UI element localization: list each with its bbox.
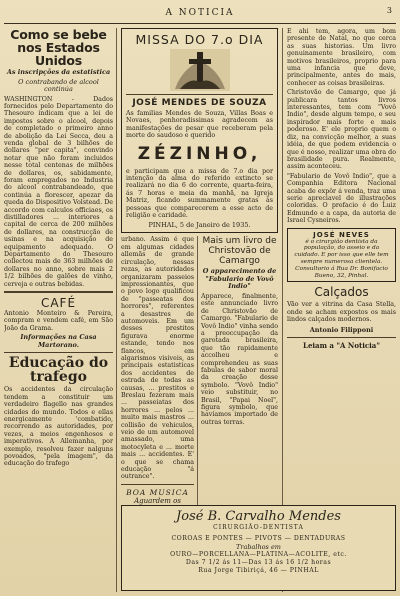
article-bebida-body: WASHINGTON - Dados fornecidos pelo Departamento do Thesouro indicam que a lei de impostos sobre o alcool, depois de completado o primeiro anno de abolição da Lei Secca, deu a venda global de 3 bilhões de dollares "per capita", convindo notar que não foram incluidos nesse total centenas de milhões de dollares, os, sabidamente, foram empregados no Industria do alcool contrabandeado, que continúa a florescer, apezar da queda do Dispositivo Volstead. De accordo com calculos officiaes, os distilladores ... interiores a capital de cerca de 200 milhões de dollares, na construcção de usinas e na acquisição de equipamento adequado. O Departamento do Thesouro collectou mais de 363 milhões de dollares no anno, sobre mais 2 1/2 bilhões de galões de vinho, cerveja e outras bebidas. — [4, 95, 113, 288]
calcados-title: Calçados — [314, 285, 369, 300]
boa-musica-body: Aguardem os — [134, 496, 181, 505]
subcolumn-livro — [201, 236, 278, 544]
calcados-owner: Antonio Filipponi — [309, 325, 374, 334]
divider — [121, 484, 194, 485]
dentist-name: José B. Carvalho Mendes — [176, 509, 341, 524]
calcados-body: Vão ver a vitrina da Casa Stella, onde se acham expostos os mais lindos calçados modernos. — [287, 301, 396, 324]
dentist-title: CIRURGIÃO-DENTISTA — [213, 524, 304, 531]
divider — [287, 337, 396, 338]
trafego-continued: urbano. Assim é que em algumas cidades allemãs de grande circulação, nessas rezas, as autoridades organizaram passeios impressionantes, que o povo logo qualificou de "passeatas dos horrores", referentes a desastres de automoveis. Em um desses prestitos figurava enorme estande, tendo nos flancos, em algarismos visiveis, as principais estatisticas dos accidentes de estrada de todas as causas, ... prestitos e Breslau fezeram mais ... passeiatas dos horrores ... pelos ... muito mais mastros ... collisão de vehiculos, veio de um automovel amassado, uma motocyleta e ... morte mais ... accidentes. E' o que se chama educação "á outrance". — [121, 236, 194, 481]
newspaper-title: A NOTICIA — [165, 7, 235, 18]
educacao-body: Os accidentes da circulação tendem a constituir um verdadeiro flagello nas grandes cidades do mundo. Todos e ellas energicamente 'combatido, recorrendo as autoridades, por vezes, a meios engenhosos e imperativos. A Allemanha, por exemplo, resolveu fazer nalguns povoados, "pela imagem", da educação do trafego — [4, 386, 113, 468]
ad-jose-neves — [287, 228, 396, 283]
ad-body: é o cirurgião dentista da população, do asseio e da cuidado. E por isso que elle tem sempre numerosa clientela. Consultorio á Rua Dr. Bonifacio Bueno, 32, Pinhal. — [294, 238, 389, 279]
dentist-address: Rua Jorge Tibiriçá, 46 — PINHAL — [198, 567, 319, 574]
leiam-a-noticia: Leiam a "A Noticia" — [303, 340, 380, 350]
missa-notice — [121, 28, 278, 233]
livro-continued-3: "Fabulario de Vovô Indio", que a Companhia Editora Nacional acaba de expôr á venda, traz uma serie apreciavel de illustrações coloridas. O prefacio é do Luiz Edmundo e a capa, da autoria de Israel Cysneiros. — [287, 172, 396, 225]
dentist-services: COROAS E PONTES — PIVOTS — DENTADURAS — [171, 535, 346, 542]
livro-continued-1: E ahi tem, agora, um bom presente de Natal, no que cerca as suas historias. Um livro genuinamente brasileiro, com motivos brasileiros, proprio para uma infancia que deve, principalmente, antes do mais, conhecer as coisas brasileiras. — [287, 28, 396, 87]
missa-title: MISSA DO 7.o DIA — [135, 32, 264, 47]
notice-date: PINHAL, 5 de Janeiro de 1935. — [148, 221, 251, 230]
subcolumn-trafego — [121, 236, 198, 544]
deceased-name: ZÉZINHO, — [137, 143, 262, 164]
page-number: 3 — [386, 6, 394, 15]
subhead-estatistica: As inscripções da estatistica — [6, 68, 111, 76]
cafe-body: Antonio Monteiro & Pereira, compram e vendem café, em São João da Grama. — [4, 310, 113, 332]
middle-subcolumns — [121, 236, 278, 544]
livro-body: Apparece, finalmente, este annunciado livro de Christovão de Camargo. "Fabulario de Vovô Indio" vinha sendo a preoccupação da garotada brasileira, que tão rapidamente accolheu e comprehendeu as suas fabulas de sabor moral da creação desse symbolo. "Vovô Indio" veio substituir, no Brasil, "Papai Noel", figura symbolo, que havíamos importado de outras terras. — [201, 292, 278, 426]
dentist-work-label: Trabalhos em — [236, 543, 281, 551]
livro-title: Mais um livro de Christovão de Camargo — [202, 236, 277, 267]
headline-bebida: Como se bebe nos Estados Unidos — [10, 28, 107, 68]
invite-body: e participam que a missa de 7.o dia por intenção da alma do referido extincto se realizará no dia 6 do corrente, quarta-feira, ás 7 horas e meia da manhã, na Igreja Matriz, ficando summamente gratas ás pessoas que comparecerem a esse acto de religião e caridade. — [126, 167, 273, 220]
cafe-title: CAFÉ — [40, 296, 77, 311]
cross-icon — [170, 49, 230, 91]
masthead — [4, 2, 396, 24]
divider — [126, 94, 273, 95]
ad-dentista — [121, 505, 396, 591]
cafe-info: Informações na Casa Martorano. — [20, 333, 97, 349]
livro-continued-2: Christovão de Camargo, que já publicara tantos livros interessantes, tem com "Vovô Indio", desde algum tempo, e seu inspirador mais forte e mais poderoso. E' ele proprio quem o diz, na convicção melhor, a suas idéia, de que podem evidencia o que é nosso, realizar uma obra do brasilidade pura. Realmente, assim aconteceu. — [287, 89, 396, 171]
family-body: As familias Mendes de Souza, Villas Boas e Novaes, penhoradissimas agradecem as manifestações de pesar que receberam pela morte do saudoso e querido — [126, 110, 273, 140]
dentist-hours: Das 7 1/2 ás 11—Das 13 ás 16 1/2 horas — [185, 559, 332, 566]
livro-subtitle: O apparecimento de "Fabulario de Vovô Indio" — [202, 267, 277, 291]
boa-musica-title: BOA MUSICA — [126, 487, 189, 497]
ad-title: JOSÉ NEVES — [313, 230, 370, 239]
subhead-contrabando: O contrabando de alcool continúa — [18, 77, 99, 93]
divider — [4, 291, 113, 293]
family-name: JOSÉ MENDES DE SOUZA — [132, 98, 267, 108]
educacao-title: Educação do trafego — [8, 355, 109, 386]
divider — [4, 352, 113, 353]
dentist-materials: OURO—PORCELLANA—PLATINA—ACOLITE, etc. — [170, 551, 347, 558]
column-left — [4, 28, 117, 592]
